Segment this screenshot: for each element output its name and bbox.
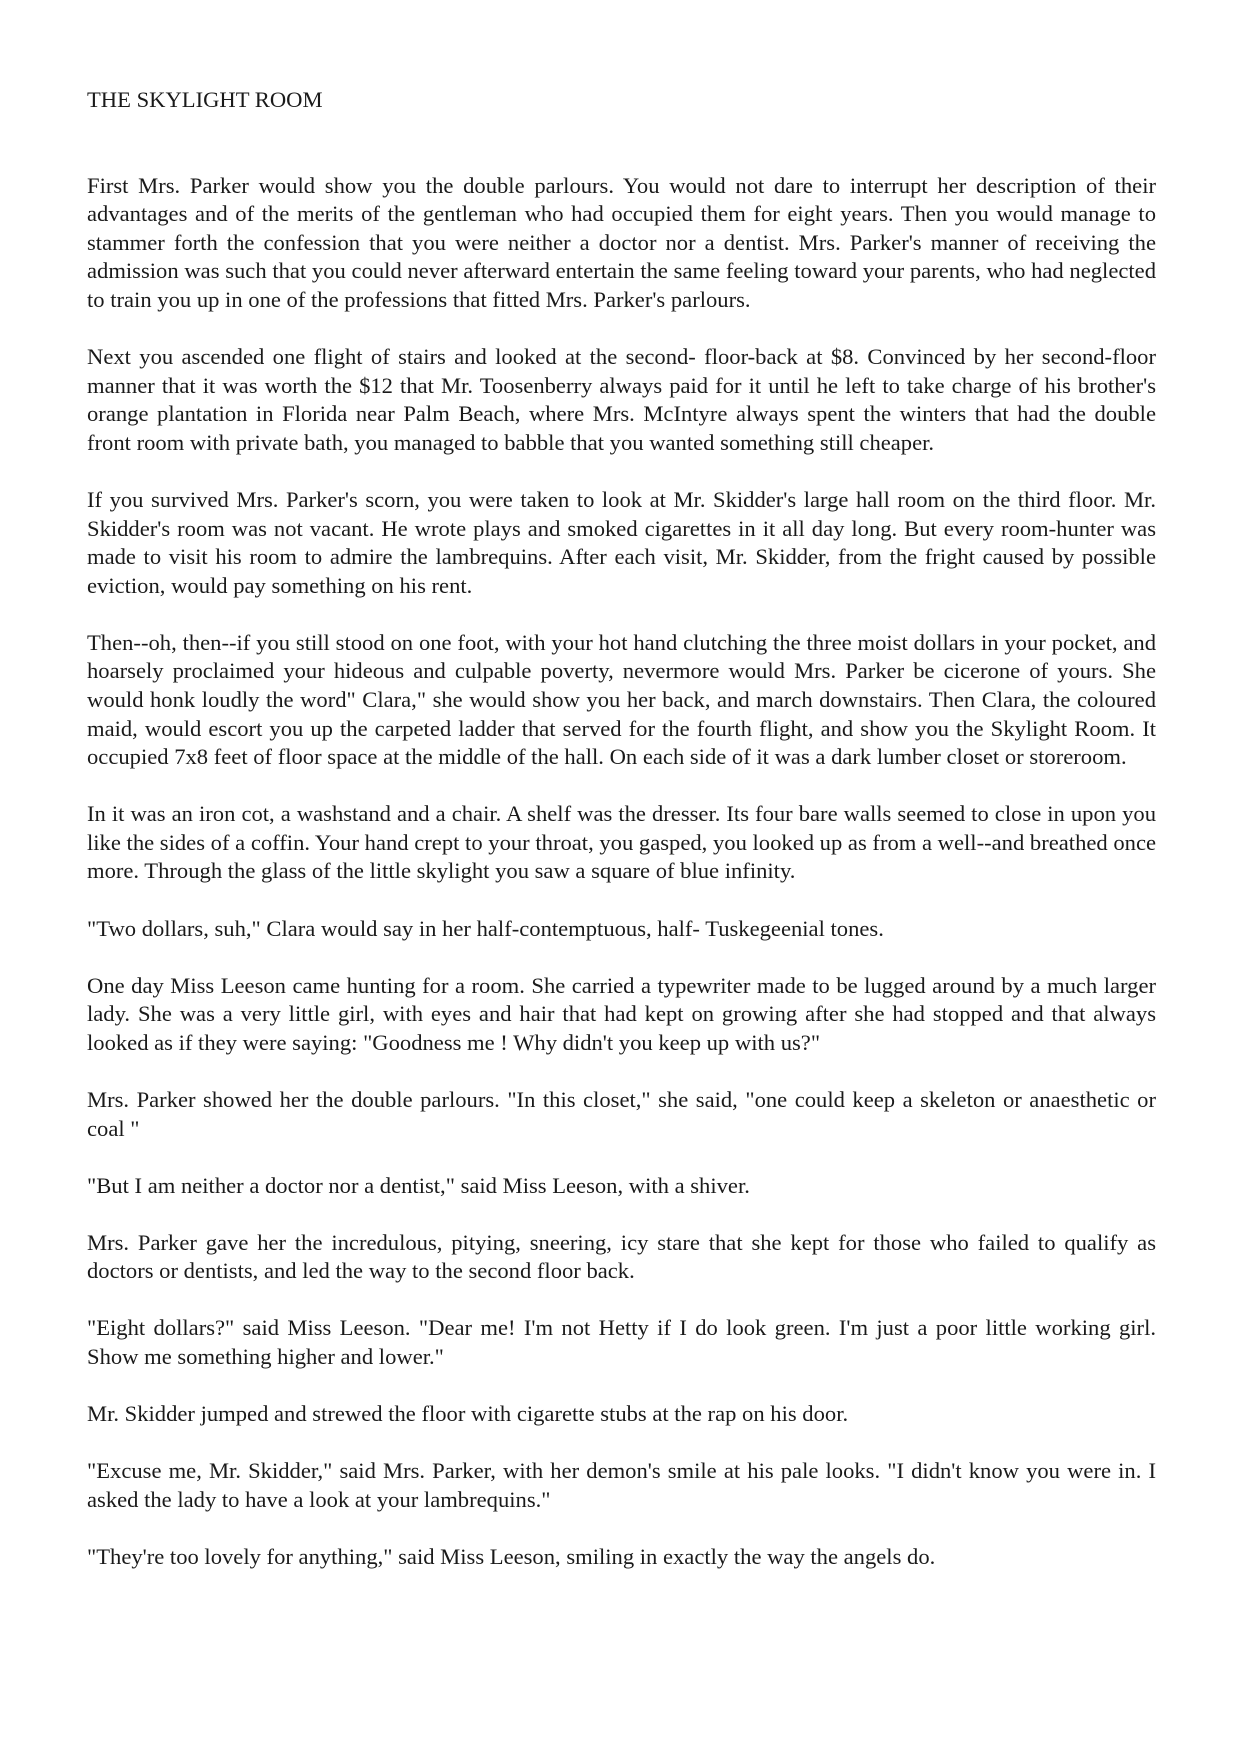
paragraph: One day Miss Leeson came hunting for a room. She carried a typewriter made to be lugged around by a much larger lady. She was a very little girl, with eyes and hair that had kept on growing after she had stopped and that always looked as if they were saying: "Goodness me ! Why didn't you keep up with us?" (87, 972, 1156, 1055)
paragraph: Next you ascended one flight of stairs and looked at the second- floor-back at $8. Convinced by her second-floor manner that it was worth the $12 that Mr. Toosenberry always paid for it until he left to take charge of his brother's orange plantation in Florida near Palm Beach, where Mrs. McIntyre always spent the winters that had the double front room with private bath, you managed to babble that you wanted something still cheaper. (87, 344, 1156, 455)
document-page (87, 86, 1156, 1600)
paragraph: "They're too lovely for anything," said Miss Leeson, smiling in exactly the way the angels do. (87, 1543, 936, 1569)
paragraph: First Mrs. Parker would show you the double parlours. You would not dare to interrupt her description of their advantages and of the merits of the gentleman who had occupied them for eight years. Then you would manage to stammer forth the confession that you were neither a doctor nor a dentist. Mrs. Parker's manner of receiving the admission was such that you could never afterward entertain the same feeling toward your parents, who had neglected to train you up in one of the professions that fitted Mrs. Parker's parlours. (87, 172, 1156, 312)
story-title: THE SKYLIGHT ROOM (87, 87, 323, 112)
paragraph: "But I am neither a doctor nor a dentist," said Miss Leeson, with a shiver. (87, 1172, 750, 1198)
paragraph: "Excuse me, Mr. Skidder," said Mrs. Parker, with her demon's smile at his pale looks. "I didn't know you were in. I asked the lady to have a look at your lambrequins." (87, 1458, 1156, 1512)
paragraph: Mrs. Parker showed her the double parlours. "In this closet," she said, "one could keep a skeleton or anaesthetic or coal " (87, 1086, 1156, 1141)
paragraph: Mr. Skidder jumped and strewed the floor with cigarette stubs at the rap on his door. (87, 1401, 849, 1427)
paragraph: Mrs. Parker gave her the incredulous, pitying, sneering, icy stare that she kept for those who failed to qualify as doctors or dentists, and led the way to the second floor back. (87, 1229, 1156, 1284)
paragraph: In it was an iron cot, a washstand and a chair. A shelf was the dresser. Its four bare walls seemed to close in upon you like the sides of a coffin. Your hand crept to your throat, you gasped, you looked up as from a well--and breathed once more. Through the glass of the little skylight you saw a square of blue infinity. (87, 801, 1156, 884)
paragraph: Then--oh, then--if you still stood on one foot, with your hot hand clutching the three moist dollars in your pocket, and hoarsely proclaimed your hideous and culpable poverty, nevermore would Mrs. Parker be cicerone of yours. She would honk loudly the word" Clara," she would show you her back, and march downstairs. Then Clara, the coloured maid, would escort you up the carpeted ladder that served for the fourth flight, and show you the Skylight Room. It occupied 7x8 feet of floor space at the middle of the hall. On each side of it was a dark lumber closet or storeroom. (87, 629, 1156, 770)
paragraph: If you survived Mrs. Parker's scorn, you were taken to look at Mr. Skidder's large hall room on the third floor. Mr. Skidder's room was not vacant. He wrote plays and smoked cigarettes in it all day long. But every room-hunter was made to visit his room to admire the lambrequins. After each visit, Mr. Skidder, from the fright caused by possible eviction, would pay something on his rent. (87, 486, 1156, 598)
paragraph: "Eight dollars?" said Miss Leeson. "Dear me! I'm not Hetty if I do look green. I'm just a poor little working girl. Show me something higher and lower." (87, 1315, 1156, 1369)
paragraph: "Two dollars, suh," Clara would say in her half-contemptuous, half- Tuskegeenial tones. (87, 915, 884, 941)
